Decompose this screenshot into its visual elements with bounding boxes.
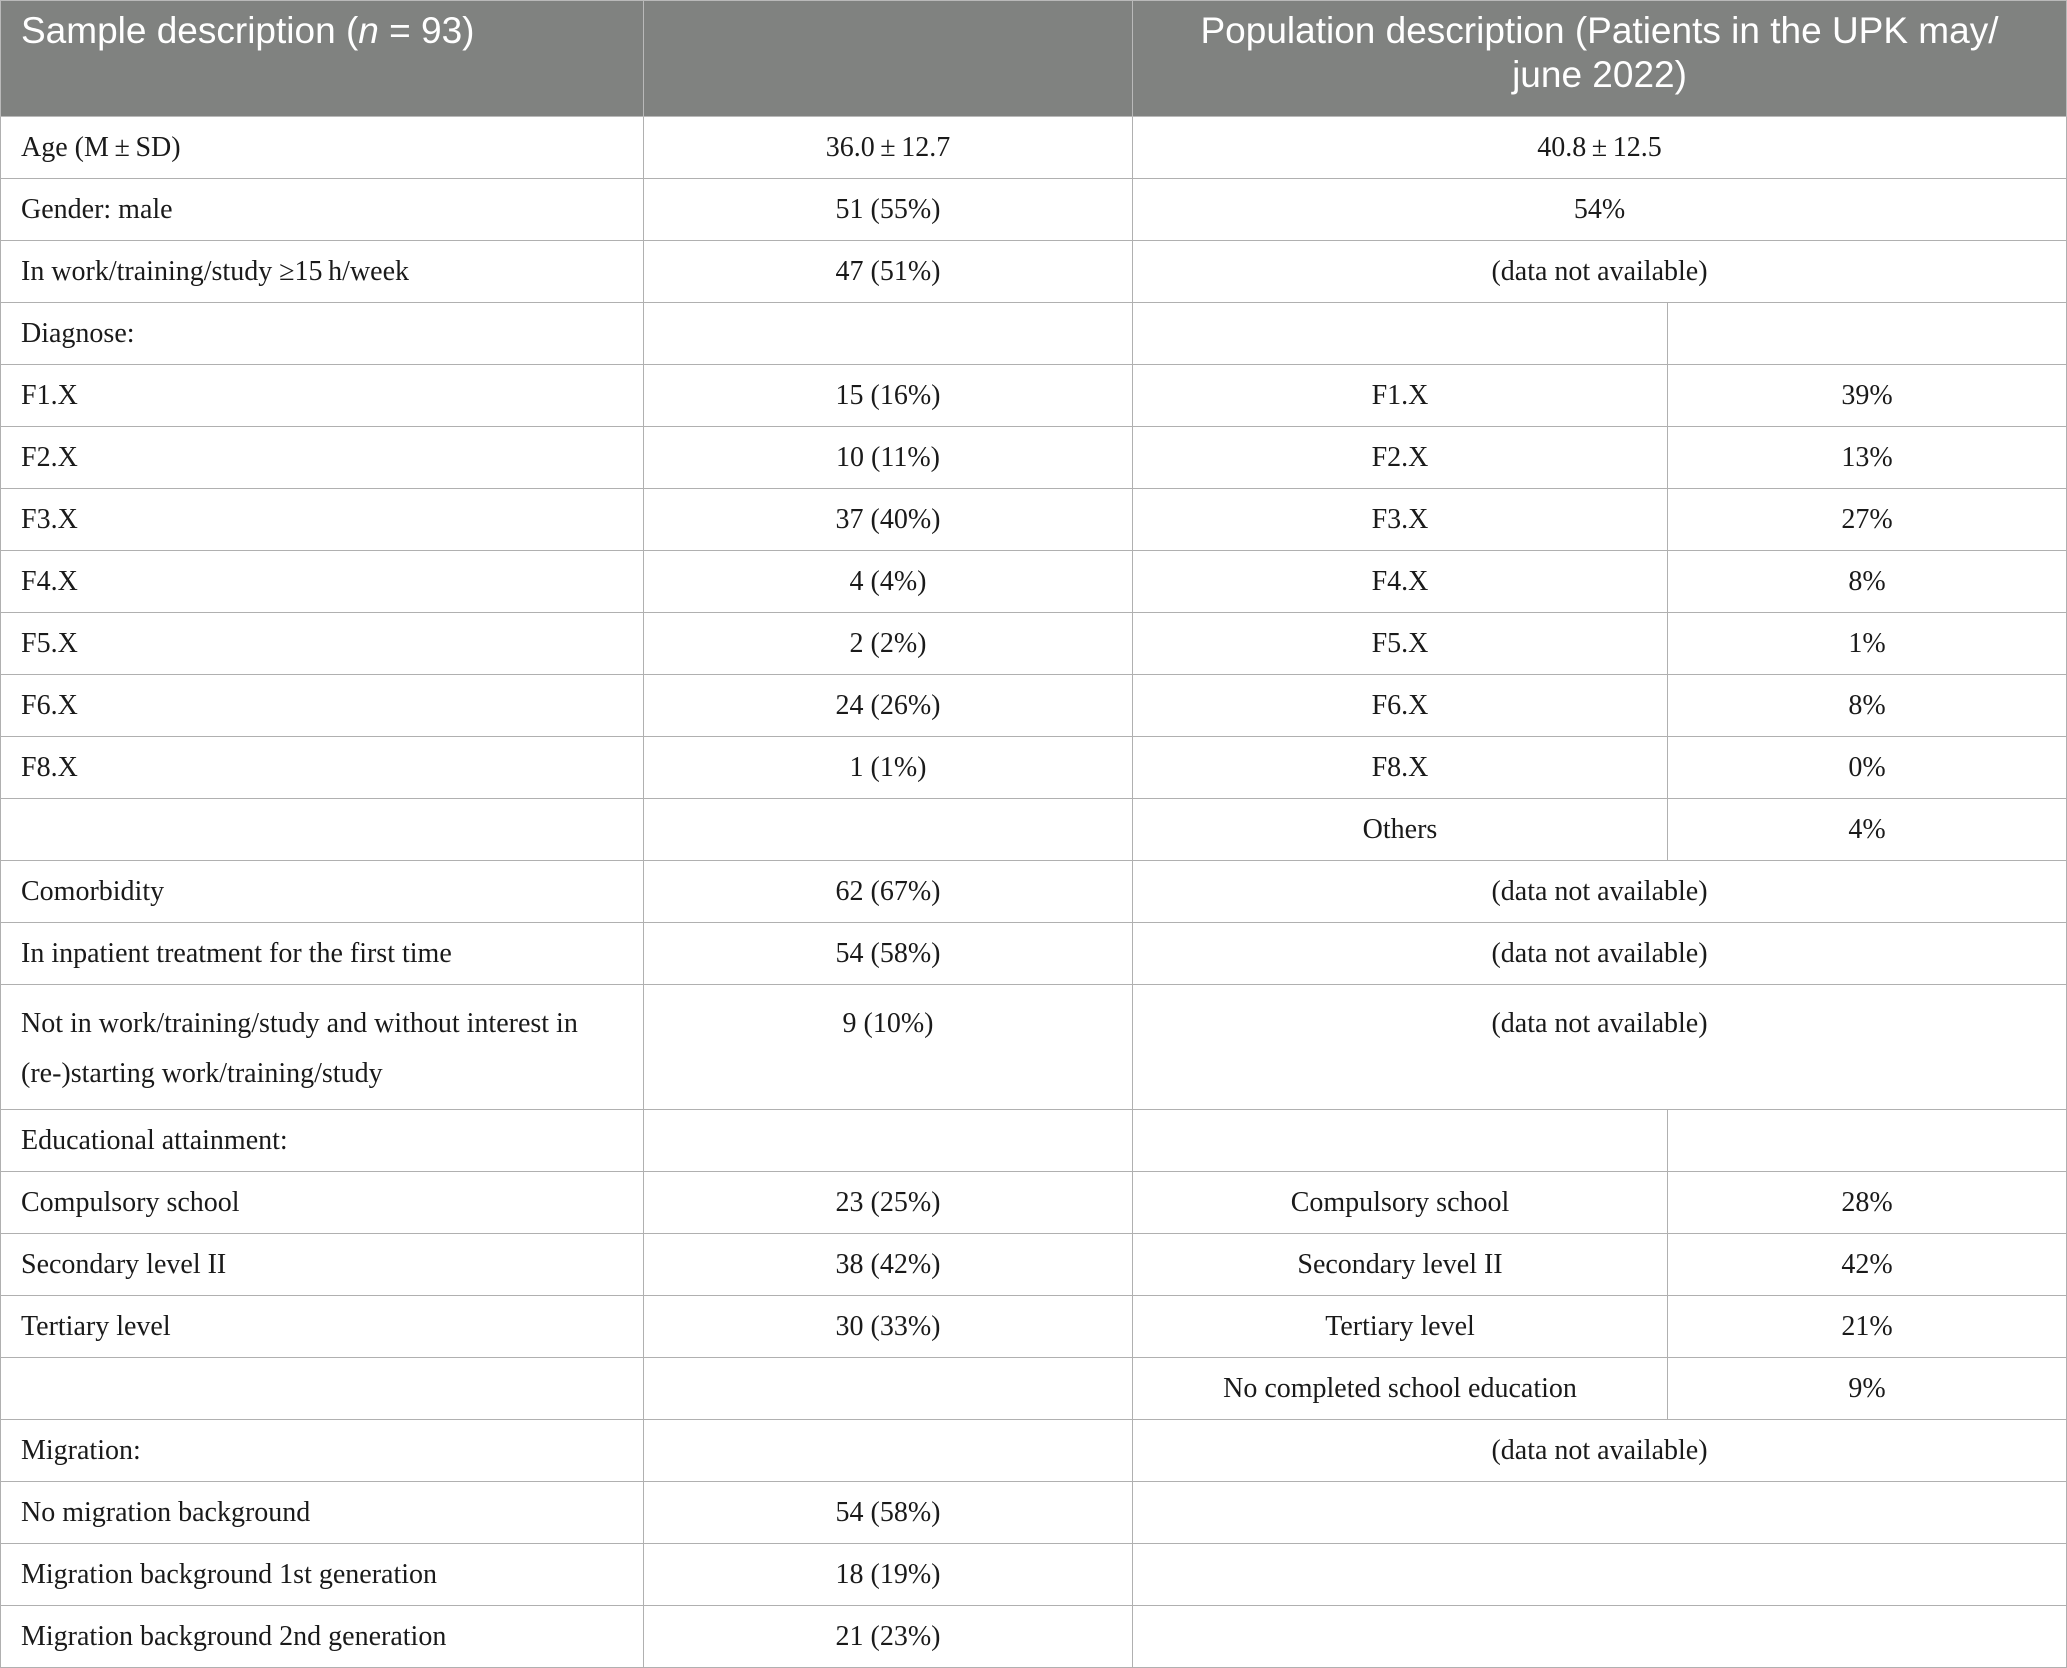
- table-row: [1, 365, 2067, 427]
- row-label: In inpatient treatment for the first time: [1, 923, 644, 985]
- empty-cell: [1668, 1110, 2067, 1172]
- row-label: F6.X: [1, 675, 644, 737]
- sample-value: 30 (33%): [644, 1296, 1133, 1358]
- population-value: 13%: [1668, 427, 2067, 489]
- sample-value: 62 (67%): [644, 861, 1133, 923]
- population-value: (data not available): [1133, 923, 2067, 985]
- sample-value: 38 (42%): [644, 1234, 1133, 1296]
- empty-cell: [1, 799, 644, 861]
- empty-cell: [1133, 1544, 2067, 1606]
- population-label: No completed school education: [1133, 1358, 1668, 1420]
- table-row: [1, 1234, 2067, 1296]
- population-value: 39%: [1668, 365, 2067, 427]
- table-row: [1, 1172, 2067, 1234]
- empty-cell: [1, 1358, 644, 1420]
- row-label: Migration background 1st generation: [1, 1544, 644, 1606]
- table-row: [1, 1482, 2067, 1544]
- population-label: F8.X: [1133, 737, 1668, 799]
- population-value: 8%: [1668, 675, 2067, 737]
- table-row: [1, 613, 2067, 675]
- population-label: F4.X: [1133, 551, 1668, 613]
- table-row: [1, 1606, 2067, 1668]
- population-value: 0%: [1668, 737, 2067, 799]
- population-value: 28%: [1668, 1172, 2067, 1234]
- population-value: 1%: [1668, 613, 2067, 675]
- table-row: [1, 799, 2067, 861]
- empty-cell: [644, 1110, 1133, 1172]
- population-value: (data not available): [1133, 1420, 2067, 1482]
- row-label: In work/training/study ≥15 h/week: [1, 241, 644, 303]
- population-label: F1.X: [1133, 365, 1668, 427]
- table-row: [1, 861, 2067, 923]
- section-label: Diagnose:: [1, 303, 644, 365]
- empty-cell: [644, 799, 1133, 861]
- header-empty: [644, 1, 1133, 117]
- header-row: [1, 1, 2067, 117]
- empty-cell: [644, 1358, 1133, 1420]
- population-value: 42%: [1668, 1234, 2067, 1296]
- sample-value: 47 (51%): [644, 241, 1133, 303]
- row-label: Age (M ± SD): [1, 117, 644, 179]
- table-row: [1, 1110, 2067, 1172]
- population-value: 27%: [1668, 489, 2067, 551]
- sample-value: 1 (1%): [644, 737, 1133, 799]
- table-row: [1, 303, 2067, 365]
- population-value: 8%: [1668, 551, 2067, 613]
- header-population-description: Population description (Patients in the UPK may/ june 2022): [1133, 1, 2067, 117]
- sample-value: 18 (19%): [644, 1544, 1133, 1606]
- row-label: Secondary level II: [1, 1234, 644, 1296]
- population-label: F3.X: [1133, 489, 1668, 551]
- table-row: [1, 985, 2067, 1110]
- population-value: (data not available): [1133, 985, 2067, 1110]
- sample-value: 23 (25%): [644, 1172, 1133, 1234]
- population-value: (data not available): [1133, 241, 2067, 303]
- row-label: Migration background 2nd generation: [1, 1606, 644, 1668]
- table-row: [1, 1296, 2067, 1358]
- population-label: Others: [1133, 799, 1668, 861]
- row-label: F2.X: [1, 427, 644, 489]
- table-row: [1, 427, 2067, 489]
- population-value: 9%: [1668, 1358, 2067, 1420]
- sample-value: 37 (40%): [644, 489, 1133, 551]
- table-row: [1, 1544, 2067, 1606]
- table-row: [1, 489, 2067, 551]
- population-value: 4%: [1668, 799, 2067, 861]
- population-value: (data not available): [1133, 861, 2067, 923]
- row-label: Not in work/training/study and without interest in (re-)starting work/training/study: [1, 985, 644, 1110]
- table-row: [1, 675, 2067, 737]
- header-sample-description: Sample description (n = 93): [1, 1, 644, 117]
- sample-value: 4 (4%): [644, 551, 1133, 613]
- row-label: Gender: male: [1, 179, 644, 241]
- empty-cell: [1133, 1482, 2067, 1544]
- table-row: [1, 551, 2067, 613]
- empty-cell: [1133, 1110, 1668, 1172]
- table-row: [1, 737, 2067, 799]
- population-value: 54%: [1133, 179, 2067, 241]
- row-label: F8.X: [1, 737, 644, 799]
- sample-value: 54 (58%): [644, 923, 1133, 985]
- population-label: F6.X: [1133, 675, 1668, 737]
- row-label: Compulsory school: [1, 1172, 644, 1234]
- sample-value: 51 (55%): [644, 179, 1133, 241]
- sample-value: 15 (16%): [644, 365, 1133, 427]
- table-row: [1, 241, 2067, 303]
- empty-cell: [644, 1420, 1133, 1482]
- sample-value: 54 (58%): [644, 1482, 1133, 1544]
- population-label: Secondary level II: [1133, 1234, 1668, 1296]
- row-label: F1.X: [1, 365, 644, 427]
- population-label: F2.X: [1133, 427, 1668, 489]
- population-value: 21%: [1668, 1296, 2067, 1358]
- sample-value: 9 (10%): [644, 985, 1133, 1110]
- empty-cell: [1133, 303, 1668, 365]
- population-label: Compulsory school: [1133, 1172, 1668, 1234]
- table-row: [1, 179, 2067, 241]
- population-label: F5.X: [1133, 613, 1668, 675]
- row-label: Comorbidity: [1, 861, 644, 923]
- section-label: Migration:: [1, 1420, 644, 1482]
- row-label: No migration background: [1, 1482, 644, 1544]
- table-row: [1, 117, 2067, 179]
- table-row: [1, 1420, 2067, 1482]
- sample-value: 21 (23%): [644, 1606, 1133, 1668]
- population-label: Tertiary level: [1133, 1296, 1668, 1358]
- row-label: F5.X: [1, 613, 644, 675]
- table-row: [1, 1358, 2067, 1420]
- row-label: Tertiary level: [1, 1296, 644, 1358]
- row-label: F3.X: [1, 489, 644, 551]
- row-label: F4.X: [1, 551, 644, 613]
- sample-value: 24 (26%): [644, 675, 1133, 737]
- empty-cell: [1668, 303, 2067, 365]
- empty-cell: [1133, 1606, 2067, 1668]
- empty-cell: [644, 303, 1133, 365]
- sample-value: 10 (11%): [644, 427, 1133, 489]
- sample-value: 2 (2%): [644, 613, 1133, 675]
- sample-value: 36.0 ± 12.7: [644, 117, 1133, 179]
- population-value: 40.8 ± 12.5: [1133, 117, 2067, 179]
- table-row: [1, 923, 2067, 985]
- section-label: Educational attainment:: [1, 1110, 644, 1172]
